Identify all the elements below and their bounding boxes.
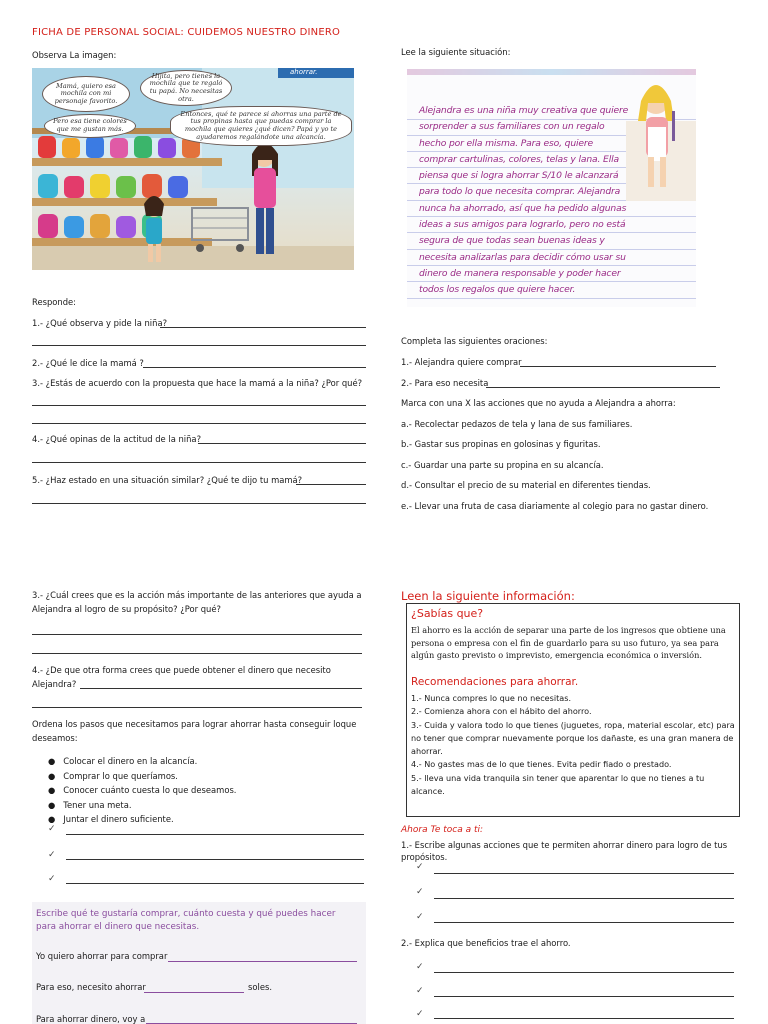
ordena-instruction: Ordena los pasos que necesitamos para lograr ahorrar hasta conseguir loque [32, 719, 357, 729]
answer-line[interactable] [32, 423, 366, 424]
check-icon: ✓ [416, 962, 424, 972]
answer-line[interactable] [520, 366, 716, 367]
speech-bubble-girl-1: Mamá, quiero esa mochila con mi personaje favorito. [42, 76, 130, 112]
list-item: ● Juntar el dinero suficiente. [48, 814, 174, 824]
complete-1: 1.- Alejandra quiere comprar [401, 357, 522, 367]
complete-2: 2.- Para eso necesita [401, 378, 489, 388]
answer-line[interactable] [32, 707, 362, 708]
question-2: 2.- ¿Qué le dice la mamá ? [32, 358, 144, 368]
answer-line[interactable] [143, 367, 366, 368]
question-1: 1.- ¿Qué observa y pide la niña? [32, 318, 168, 328]
store-sign: ahorrar. [290, 68, 318, 76]
answer-line[interactable] [32, 345, 366, 346]
steps-list [48, 754, 236, 827]
answer-line[interactable] [434, 873, 734, 874]
answer-line[interactable] [32, 503, 366, 504]
list-item: 1.- Nunca compres lo que no necesitas. [411, 693, 572, 703]
option-e[interactable]: e.- Llevar una fruta de casa diariamente al colegio para no gastar dinero. [401, 501, 709, 511]
answer-line[interactable] [144, 992, 244, 993]
answer-line[interactable] [198, 443, 366, 444]
task-1: 1.- Escribe algunas acciones que te permiten ahorrar dinero para logro de tus [401, 840, 728, 850]
recommendations-list [411, 692, 735, 798]
answer-line[interactable] [168, 961, 357, 962]
task-2: 2.- Explica que beneficios trae el ahorro. [401, 938, 571, 948]
option-b[interactable]: b.- Gastar sus propinas en golosinas y figuritas. [401, 439, 601, 449]
answer-line[interactable] [434, 996, 734, 997]
check-icon: ✓ [48, 850, 56, 860]
story-notebook [407, 69, 696, 307]
question-3: 3.- ¿Estás de acuerdo con la propuesta que hace la mamá a la niña? ¿Por qué? [32, 378, 363, 388]
observe-instruction: Observa La imagen: [32, 50, 117, 60]
list-item: 2.- Comienza ahora con el hábito del ahorro. [411, 706, 592, 717]
sentence-1: Yo quiero ahorrar para comprar [36, 951, 168, 961]
answer-line[interactable] [66, 859, 364, 860]
store-illustration [32, 68, 354, 270]
answer-line[interactable] [160, 327, 366, 328]
check-icon: ✓ [416, 912, 424, 922]
check-icon: ✓ [416, 862, 424, 872]
sabias-heading: ¿Sabías que? [411, 607, 484, 620]
check-icon: ✓ [416, 887, 424, 897]
list-item: 5.- lleva una vida tranquila sin tener que aparentar lo que no tienes a tu alcance. [411, 772, 705, 797]
list-item: ● Colocar el dinero en la alcancía. [48, 756, 198, 766]
check-icon: ✓ [48, 874, 56, 884]
list-item: ● Conocer cuánto cuesta lo que deseamos. [48, 785, 237, 795]
answer-line[interactable] [296, 484, 366, 485]
check-icon: ✓ [416, 1009, 424, 1019]
answer-line[interactable] [32, 462, 366, 463]
speech-bubble-mom-1: Hijita, pero tienes la mochila que te regaló tu papá. No necesitas otra. [140, 70, 232, 106]
check-icon: ✓ [416, 986, 424, 996]
recommendations-heading: Recomendaciones para ahorrar. [411, 676, 579, 688]
sentence-2-unit: soles. [248, 982, 272, 992]
answer-line[interactable] [66, 834, 364, 835]
answer-line[interactable] [32, 405, 366, 406]
list-item: 4.- No gastes mas de lo que tienes. Evita pedir fiado o prestado. [411, 759, 672, 770]
ordena-instruction-cont: deseamos: [32, 733, 78, 743]
option-d[interactable]: d.- Consultar el precio de su material en diferentes tiendas. [401, 480, 651, 490]
savings-plan-heading: Escribe qué te gustaría comprar, cuánto cuesta y qué puedes hacer para ahorrar el dinero que necesitas. [36, 909, 336, 932]
task-1-cont: propósitos. [401, 852, 448, 862]
story-text: Alejandra es una niña muy creativa que quiere sorprender a sus familiares con un regalo hecho por ella misma. Para eso, quiere comprar cartulinas, colores, telas y lana. Ella piensa que si logra ahorrar S/10 le alcanzará para todo lo que necesita comprar. Alejandra nunca ha ahorrado, así que ha pedido algunas ideas a sus amigos para lograrlo, pero no está segura de que todas sean buenas ideas y necesita analizarlas para decidir cómo usar su dinero de manera responsable y poder hacer todos los regalos que quiere hacer. [419, 105, 629, 296]
answer-line[interactable] [32, 653, 362, 654]
answer-line[interactable] [32, 634, 362, 635]
speech-bubble-girl-2: Pero esa tiene colores que me gustan más. [44, 114, 136, 138]
question-3b: 3.- ¿Cuál crees que es la acción más importante de las anteriores que ayuda a [32, 590, 362, 600]
list-item: ● Tener una meta. [48, 799, 132, 810]
answer-line[interactable] [486, 387, 720, 388]
answer-line[interactable] [434, 898, 734, 899]
marca-instruction: Marca con una X las acciones que no ayuda a Alejandra a ahorra: [401, 398, 676, 408]
list-item: 3.- Cuida y valora todo lo que tienes (juguetes, ropa, material escolar, etc) para no tener que comprar nuevamente porque los dañaste, es una gran manera de ahorrar. [411, 719, 735, 757]
ahora-heading: Ahora Te toca a ti: [401, 825, 484, 835]
option-a[interactable]: a.- Recolectar pedazos de tela y lana de sus familiares. [401, 419, 633, 429]
savings-plan-box [32, 902, 366, 1024]
question-4b-cont: Alejandra? [32, 679, 77, 689]
speech-bubble-mom-2: Entonces, qué te parece si ahorras una parte de tus propinas hasta que puedas comprar la mochila que quieres ¿qué dicen? Papá y yo te ayudaremos regalándote una alcancía. [170, 106, 352, 146]
question-4: 4.- ¿Qué opinas de la actitud de la niña? [32, 434, 202, 444]
question-4b: 4.- ¿De que otra forma crees que puede obtener el dinero que necesito [32, 665, 331, 675]
check-icon: ✓ [48, 824, 56, 834]
sentence-2: Para eso, necesito ahorrar [36, 982, 146, 992]
sabias-text: El ahorro es la acción de separar una parte de los ingresos que obtiene una persona o empresa con el fin de guardarlo para su uso futuro, ya sea para algún gasto previsto o imprevisto, emergencia económica o inversión. [411, 625, 726, 661]
answer-line[interactable] [80, 688, 362, 689]
answer-line[interactable] [66, 883, 364, 884]
responde-label: Responde: [32, 297, 76, 307]
answer-line[interactable] [434, 1018, 734, 1019]
info-box [406, 603, 740, 817]
question-3b-cont: Alejandra al logro de su propósito? ¿Por qué? [32, 604, 221, 614]
question-5: 5.- ¿Haz estado en una situación similar? ¿Qué te dijo tu mamá? [32, 475, 303, 485]
leen-heading: Leen la siguiente información: [401, 589, 575, 603]
lee-instruction: Lee la siguiente situación: [401, 47, 511, 57]
answer-line[interactable] [434, 922, 734, 923]
worksheet-title: FICHA DE PERSONAL SOCIAL: CUIDEMOS NUESTRO DINERO [32, 27, 341, 38]
option-c[interactable]: c.- Guardar una parte su propina en su alcancía. [401, 460, 604, 470]
completa-instruction: Completa las siguientes oraciones: [401, 336, 548, 346]
answer-line[interactable] [434, 972, 734, 973]
list-item: ● Comprar lo que queríamos. [48, 770, 178, 781]
sentence-3: Para ahorrar dinero, voy a [36, 1014, 146, 1024]
